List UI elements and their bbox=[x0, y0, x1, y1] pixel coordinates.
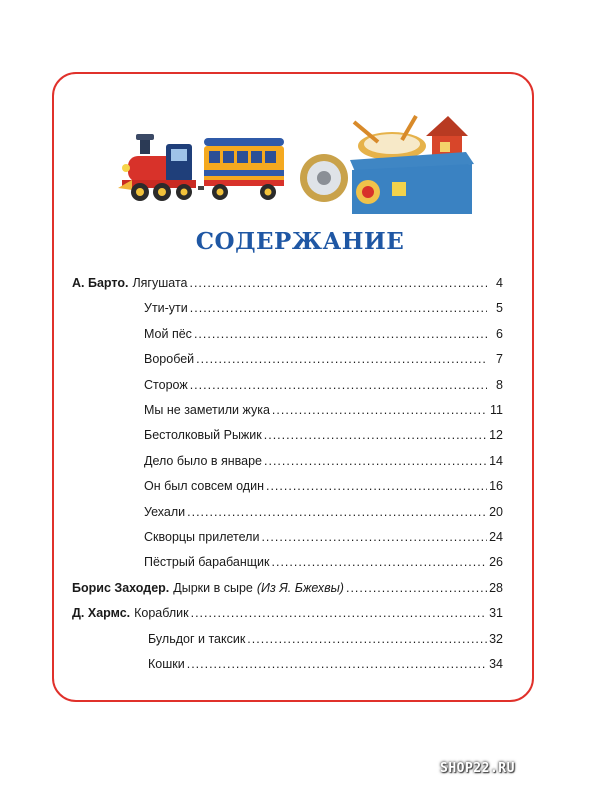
toc-leader-dots bbox=[261, 529, 487, 545]
toc-title: Мы не заметили жука bbox=[144, 403, 270, 417]
toc-leader-dots bbox=[190, 300, 487, 316]
toc-page-number: 5 bbox=[496, 301, 503, 316]
watermark: SHOP22.RU bbox=[440, 761, 515, 776]
toc-title: Воробей bbox=[144, 352, 195, 367]
toc-leader-dots bbox=[247, 631, 487, 647]
toc-leader-dots bbox=[272, 554, 488, 570]
toc-title: Бульдог и таксик bbox=[148, 631, 246, 646]
toc-page-number: 11 bbox=[490, 403, 503, 417]
toc-entry bbox=[148, 631, 503, 647]
toc-entry bbox=[144, 402, 503, 418]
toc-title: Бестолковый Рыжик bbox=[144, 428, 262, 443]
toc-page-number: 28 bbox=[489, 580, 503, 595]
toc-page-number: 6 bbox=[496, 326, 503, 341]
toc-title: Мой пёс bbox=[144, 326, 192, 341]
toc-entry bbox=[144, 478, 503, 494]
toc-title: Дырки в сыре bbox=[173, 580, 253, 595]
toc-page-number: 24 bbox=[489, 530, 503, 544]
toc-leader-dots bbox=[189, 275, 487, 291]
toc-leader-dots bbox=[266, 478, 487, 494]
toc-entry bbox=[144, 554, 503, 570]
toc-page-number: 14 bbox=[489, 453, 503, 468]
toc-page-number: 4 bbox=[496, 276, 503, 290]
toc-page-number: 31 bbox=[489, 606, 503, 621]
toc-entry bbox=[144, 351, 503, 367]
toc-title: Лягушата bbox=[132, 276, 188, 290]
toc-entry bbox=[72, 605, 503, 621]
toc-leader-dots bbox=[196, 351, 487, 367]
toc-entry bbox=[148, 656, 503, 672]
toc-title: Уехали bbox=[144, 504, 186, 519]
toc-entry bbox=[72, 275, 503, 291]
toc-page-number: 26 bbox=[489, 555, 503, 570]
toc-entry bbox=[72, 580, 503, 596]
toc-title: Скворцы прилетели bbox=[144, 530, 260, 544]
toy-train-icon bbox=[118, 130, 286, 206]
toc-leader-dots bbox=[191, 605, 487, 621]
toc-leader-dots bbox=[187, 504, 487, 520]
toc-author: Борис Заходер. bbox=[72, 580, 170, 595]
toc-page-number: 34 bbox=[489, 657, 503, 671]
toc-leader-dots bbox=[187, 656, 487, 672]
toc-note: (Из Я. Бжехвы) bbox=[256, 580, 344, 595]
toc-page-number: 8 bbox=[496, 377, 503, 392]
page-title: СОДЕРЖАНИЕ bbox=[195, 228, 405, 255]
toc-title: Ути-ути bbox=[144, 301, 188, 316]
toc-entry bbox=[144, 300, 503, 316]
toc-entry bbox=[144, 453, 503, 469]
toc-leader-dots bbox=[264, 453, 487, 469]
toc-author: Д. Хармс. bbox=[72, 606, 131, 621]
toc-page-number: 7 bbox=[496, 352, 503, 367]
toc-leader-dots bbox=[190, 377, 487, 393]
toc-entry bbox=[144, 326, 503, 342]
toc-leader-dots bbox=[272, 402, 487, 418]
toc-title: Кораблик bbox=[134, 606, 189, 621]
toc-title: Он был совсем один bbox=[144, 479, 264, 494]
toc-title: Сторож bbox=[144, 377, 188, 392]
toc-page-number: 32 bbox=[489, 631, 503, 646]
toc-entry bbox=[144, 504, 503, 520]
toc-page-number: 20 bbox=[489, 504, 503, 519]
toc-entry bbox=[144, 427, 503, 443]
toc-title: Кошки bbox=[148, 657, 185, 671]
toc-page-number: 12 bbox=[489, 428, 503, 443]
toc-leader-dots bbox=[264, 427, 487, 443]
toc-entry bbox=[144, 377, 503, 393]
toc-title: Пёстрый барабанщик bbox=[144, 555, 270, 570]
toy-box-icon bbox=[296, 112, 482, 218]
toc-leader-dots bbox=[346, 580, 487, 596]
toc-entry bbox=[144, 529, 503, 545]
toc-title: Дело было в январе bbox=[144, 453, 263, 468]
toc-leader-dots bbox=[194, 326, 487, 342]
toc-page-number: 16 bbox=[489, 479, 503, 494]
toc-author: А. Барто. bbox=[72, 276, 129, 290]
